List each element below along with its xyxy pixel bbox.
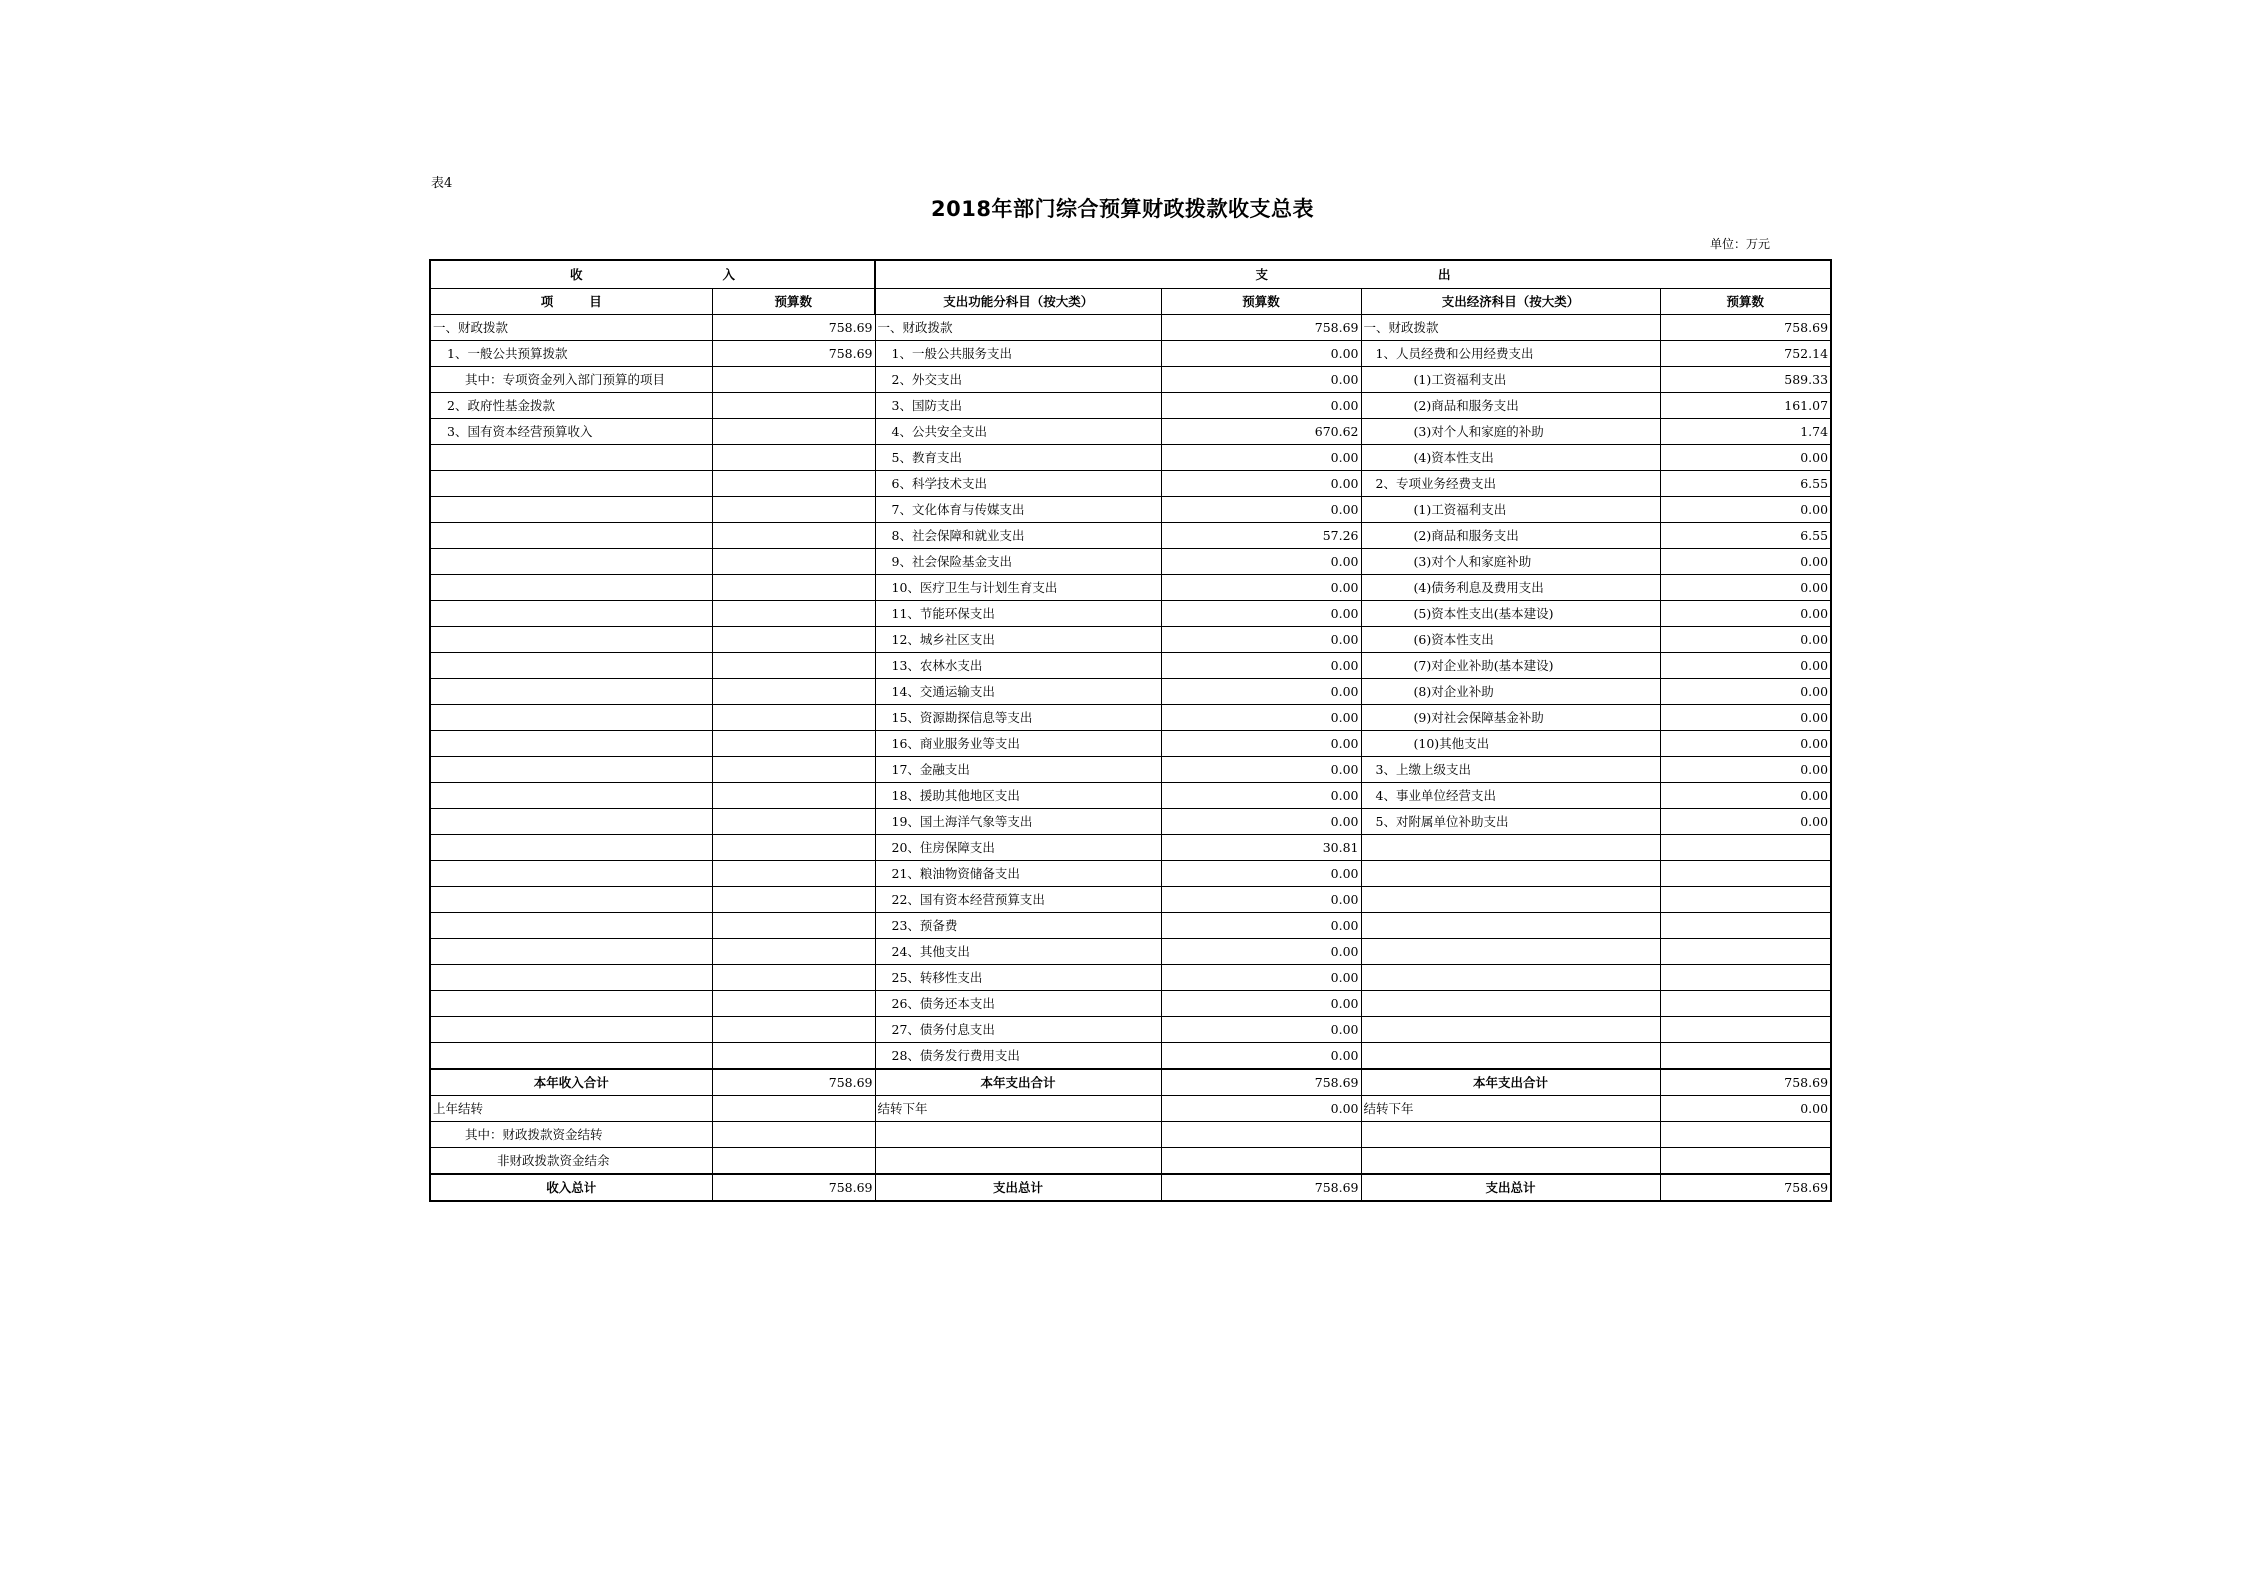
function-budget-cell: 0.00	[1161, 912, 1361, 938]
economic-item-cell: 3、上缴上级支出	[1361, 756, 1660, 782]
economic-item-cell: 一、财政拨款	[1361, 314, 1660, 340]
income-item-cell	[430, 1042, 712, 1069]
expense-grand-total-value-econ: 758.69	[1660, 1174, 1831, 1201]
income-item-cell	[430, 574, 712, 600]
expense-grand-total-label-econ: 支出总计	[1361, 1174, 1660, 1201]
economic-budget-cell: 0.00	[1660, 756, 1831, 782]
function-category-header: 支出功能分科目（按大类）	[875, 288, 1161, 314]
economic-budget-cell	[1660, 912, 1831, 938]
table-row	[430, 834, 1831, 860]
economic-item-cell	[1361, 964, 1660, 990]
economic-budget-cell	[1660, 1016, 1831, 1042]
income-item-cell	[430, 808, 712, 834]
table-row	[430, 678, 1831, 704]
income-budget-cell	[712, 548, 875, 574]
economic-item-cell	[1361, 938, 1660, 964]
income-item-cell	[430, 730, 712, 756]
economic-item-cell: (7)对企业补助(基本建设)	[1361, 652, 1660, 678]
economic-budget-cell: 161.07	[1660, 392, 1831, 418]
empty-cell	[1361, 1147, 1660, 1174]
economic-item-cell: (1)工资福利支出	[1361, 366, 1660, 392]
income-item-cell	[430, 938, 712, 964]
function-budget-cell: 0.00	[1161, 782, 1361, 808]
economic-budget-cell: 1.74	[1660, 418, 1831, 444]
income-item-header	[430, 288, 712, 314]
economic-item-cell: (3)对个人和家庭的补助	[1361, 418, 1660, 444]
economic-budget-cell: 0.00	[1660, 704, 1831, 730]
economic-budget-header: 预算数	[1660, 288, 1831, 314]
income-item-cell	[430, 964, 712, 990]
function-budget-cell: 0.00	[1161, 340, 1361, 366]
income-item-cell: 一、财政拨款	[430, 314, 712, 340]
income-budget-cell	[712, 1042, 875, 1069]
function-item-cell: 24、其他支出	[875, 938, 1161, 964]
income-item-cell	[430, 1016, 712, 1042]
function-budget-cell: 0.00	[1161, 548, 1361, 574]
empty-cell	[1361, 1121, 1660, 1147]
table-row	[430, 600, 1831, 626]
income-item-cell	[430, 548, 712, 574]
income-budget-cell	[712, 990, 875, 1016]
table-row	[430, 990, 1831, 1016]
income-item-cell	[430, 652, 712, 678]
function-budget-cell: 0.00	[1161, 1042, 1361, 1069]
table-row	[430, 912, 1831, 938]
table-row	[430, 964, 1831, 990]
function-item-cell: 6、科学技术支出	[875, 470, 1161, 496]
economic-budget-cell: 0.00	[1660, 782, 1831, 808]
year-expense-total-value-econ: 758.69	[1660, 1069, 1831, 1096]
year-income-total-label: 本年收入合计	[430, 1069, 712, 1096]
income-item-cell: 3、国有资本经营预算收入	[430, 418, 712, 444]
income-item-cell	[430, 886, 712, 912]
function-budget-cell: 0.00	[1161, 1016, 1361, 1042]
economic-item-cell	[1361, 1042, 1660, 1069]
function-item-cell: 8、社会保障和就业支出	[875, 522, 1161, 548]
economic-item-cell	[1361, 990, 1660, 1016]
function-item-cell: 14、交通运输支出	[875, 678, 1161, 704]
function-item-cell: 12、城乡社区支出	[875, 626, 1161, 652]
year-expense-total-value-func: 758.69	[1161, 1069, 1361, 1096]
function-item-cell: 27、债务付息支出	[875, 1016, 1161, 1042]
empty-cell	[1660, 1147, 1831, 1174]
income-budget-cell	[712, 938, 875, 964]
function-item-cell: 16、商业服务业等支出	[875, 730, 1161, 756]
income-budget-cell	[712, 704, 875, 730]
table-row	[430, 652, 1831, 678]
function-item-cell: 25、转移性支出	[875, 964, 1161, 990]
economic-budget-cell: 758.69	[1660, 314, 1831, 340]
function-budget-cell: 0.00	[1161, 860, 1361, 886]
table-row	[430, 548, 1831, 574]
function-budget-cell: 0.00	[1161, 600, 1361, 626]
function-budget-header: 预算数	[1161, 288, 1361, 314]
income-budget-cell	[712, 444, 875, 470]
income-budget-cell	[712, 418, 875, 444]
economic-item-cell: 1、人员经费和公用经费支出	[1361, 340, 1660, 366]
income-grand-total-value: 758.69	[712, 1174, 875, 1201]
income-budget-cell	[712, 652, 875, 678]
function-item-cell: 17、金融支出	[875, 756, 1161, 782]
function-budget-cell: 670.62	[1161, 418, 1361, 444]
income-item-cell	[430, 444, 712, 470]
function-budget-cell: 0.00	[1161, 652, 1361, 678]
carry-next-year-value-func: 0.00	[1161, 1095, 1361, 1121]
table-row	[430, 626, 1831, 652]
function-budget-cell: 0.00	[1161, 392, 1361, 418]
expense-header-char-2: 出	[1438, 266, 1451, 282]
table-row	[430, 340, 1831, 366]
economic-budget-cell: 589.33	[1660, 366, 1831, 392]
economic-item-cell: 5、对附属单位补助支出	[1361, 808, 1660, 834]
table-row	[430, 730, 1831, 756]
function-budget-cell: 0.00	[1161, 678, 1361, 704]
expense-grand-total-label-func: 支出总计	[875, 1174, 1161, 1201]
economic-item-cell: (3)对个人和家庭补助	[1361, 548, 1660, 574]
function-budget-cell: 0.00	[1161, 444, 1361, 470]
income-item-cell: 1、一般公共预算拨款	[430, 340, 712, 366]
economic-item-cell: (6)资本性支出	[1361, 626, 1660, 652]
income-budget-cell	[712, 366, 875, 392]
income-item-cell: 2、政府性基金拨款	[430, 392, 712, 418]
function-item-cell: 26、债务还本支出	[875, 990, 1161, 1016]
table-row	[430, 860, 1831, 886]
income-header-char-2: 入	[722, 266, 736, 282]
income-item-cell	[430, 756, 712, 782]
economic-item-cell: (2)商品和服务支出	[1361, 392, 1660, 418]
function-item-cell: 9、社会保险基金支出	[875, 548, 1161, 574]
function-budget-cell: 0.00	[1161, 626, 1361, 652]
economic-item-cell: (10)其他支出	[1361, 730, 1660, 756]
function-item-cell: 11、节能环保支出	[875, 600, 1161, 626]
economic-item-cell: (4)资本性支出	[1361, 444, 1660, 470]
function-budget-cell: 758.69	[1161, 314, 1361, 340]
income-budget-cell	[712, 522, 875, 548]
income-budget-cell	[712, 964, 875, 990]
economic-item-cell	[1361, 1016, 1660, 1042]
fiscal-carryover-row	[430, 1121, 1831, 1147]
income-item-cell	[430, 782, 712, 808]
table-row	[430, 418, 1831, 444]
income-budget-cell	[712, 756, 875, 782]
unit-label: 单位：万元	[1710, 237, 1771, 251]
table-row	[430, 574, 1831, 600]
income-item-cell	[430, 600, 712, 626]
table-row	[430, 366, 1831, 392]
expense-section-header	[875, 260, 1831, 288]
document-title: 2018年部门综合预算财政拨款收支总表	[931, 197, 1314, 221]
income-item-cell	[430, 522, 712, 548]
table-row	[430, 1016, 1831, 1042]
function-budget-cell: 0.00	[1161, 756, 1361, 782]
function-item-cell: 5、教育支出	[875, 444, 1161, 470]
income-budget-cell	[712, 860, 875, 886]
income-item-cell	[430, 834, 712, 860]
function-item-cell: 3、国防支出	[875, 392, 1161, 418]
economic-category-header: 支出经济科目（按大类）	[1361, 288, 1660, 314]
function-budget-cell: 0.00	[1161, 990, 1361, 1016]
income-budget-cell	[712, 808, 875, 834]
function-budget-cell: 57.26	[1161, 522, 1361, 548]
table-number-label: 表4	[431, 176, 453, 191]
income-item-cell	[430, 496, 712, 522]
income-budget-cell	[712, 678, 875, 704]
function-budget-cell: 0.00	[1161, 808, 1361, 834]
function-item-cell: 15、资源勘探信息等支出	[875, 704, 1161, 730]
function-item-cell: 10、医疗卫生与计划生育支出	[875, 574, 1161, 600]
non-fiscal-balance-value	[712, 1147, 875, 1174]
function-budget-cell: 0.00	[1161, 964, 1361, 990]
function-budget-cell: 0.00	[1161, 886, 1361, 912]
economic-item-cell	[1361, 860, 1660, 886]
table-row	[430, 1042, 1831, 1069]
table-row	[430, 886, 1831, 912]
function-item-cell: 23、预备费	[875, 912, 1161, 938]
function-budget-cell: 0.00	[1161, 574, 1361, 600]
function-item-cell: 一、财政拨款	[875, 314, 1161, 340]
table-row	[430, 314, 1831, 340]
function-budget-cell: 0.00	[1161, 470, 1361, 496]
table-row	[430, 704, 1831, 730]
budget-table	[429, 259, 1832, 1202]
table-row	[430, 938, 1831, 964]
income-item-cell	[430, 704, 712, 730]
table-row	[430, 470, 1831, 496]
income-budget-cell	[712, 886, 875, 912]
income-item-cell	[430, 912, 712, 938]
year-expense-total-label-econ: 本年支出合计	[1361, 1069, 1660, 1096]
non-fiscal-balance-row	[430, 1147, 1831, 1174]
empty-cell	[1161, 1121, 1361, 1147]
prev-year-carryover-label: 上年结转	[430, 1095, 712, 1121]
economic-budget-cell	[1660, 886, 1831, 912]
table-row	[430, 444, 1831, 470]
income-item-cell	[430, 626, 712, 652]
economic-item-cell: (9)对社会保障基金补助	[1361, 704, 1660, 730]
carry-next-year-label-econ: 结转下年	[1361, 1095, 1660, 1121]
economic-budget-cell	[1660, 990, 1831, 1016]
income-item-cell	[430, 990, 712, 1016]
economic-budget-cell	[1660, 1042, 1831, 1069]
function-item-cell: 13、农林水支出	[875, 652, 1161, 678]
carry-next-year-label-func: 结转下年	[875, 1095, 1161, 1121]
income-budget-cell	[712, 912, 875, 938]
income-item-cell	[430, 860, 712, 886]
economic-budget-cell	[1660, 964, 1831, 990]
function-item-cell: 2、外交支出	[875, 366, 1161, 392]
function-budget-cell: 0.00	[1161, 938, 1361, 964]
item-header-char-1: 项	[540, 293, 554, 309]
income-item-cell	[430, 678, 712, 704]
empty-cell	[1161, 1147, 1361, 1174]
section-header-row	[430, 260, 1831, 288]
income-budget-cell	[712, 730, 875, 756]
function-item-cell: 7、文化体育与传媒支出	[875, 496, 1161, 522]
economic-budget-cell: 0.00	[1660, 600, 1831, 626]
economic-budget-cell: 0.00	[1660, 808, 1831, 834]
function-item-cell: 19、国土海洋气象等支出	[875, 808, 1161, 834]
function-budget-cell: 30.81	[1161, 834, 1361, 860]
income-header-char-1: 收	[569, 266, 583, 282]
empty-cell	[875, 1147, 1161, 1174]
economic-budget-cell	[1660, 938, 1831, 964]
income-budget-cell	[712, 1016, 875, 1042]
income-budget-cell	[712, 834, 875, 860]
grand-total-row	[430, 1174, 1831, 1201]
income-section-header	[430, 260, 875, 288]
economic-budget-cell: 0.00	[1660, 626, 1831, 652]
income-budget-cell	[712, 470, 875, 496]
economic-item-cell: (1)工资福利支出	[1361, 496, 1660, 522]
income-budget-header: 预算数	[712, 288, 875, 314]
item-header-char-2: 目	[589, 293, 602, 309]
economic-budget-cell: 6.55	[1660, 470, 1831, 496]
function-budget-cell: 0.00	[1161, 366, 1361, 392]
economic-budget-cell: 0.00	[1660, 652, 1831, 678]
economic-budget-cell: 0.00	[1660, 548, 1831, 574]
non-fiscal-balance-label: 非财政拨款资金结余	[430, 1147, 712, 1174]
table-row	[430, 522, 1831, 548]
function-item-cell: 20、住房保障支出	[875, 834, 1161, 860]
economic-item-cell: (2)商品和服务支出	[1361, 522, 1660, 548]
empty-cell	[875, 1121, 1161, 1147]
economic-item-cell	[1361, 834, 1660, 860]
function-item-cell: 22、国有资本经营预算支出	[875, 886, 1161, 912]
economic-item-cell: (4)债务利息及费用支出	[1361, 574, 1660, 600]
function-item-cell: 1、一般公共服务支出	[875, 340, 1161, 366]
expense-grand-total-value-func: 758.69	[1161, 1174, 1361, 1201]
economic-item-cell	[1361, 912, 1660, 938]
income-item-cell	[430, 470, 712, 496]
function-budget-cell: 0.00	[1161, 730, 1361, 756]
economic-item-cell: 2、专项业务经费支出	[1361, 470, 1660, 496]
income-budget-cell	[712, 626, 875, 652]
economic-budget-cell: 0.00	[1660, 496, 1831, 522]
income-budget-cell	[712, 600, 875, 626]
fiscal-carryover-value	[712, 1121, 875, 1147]
year-total-row	[430, 1069, 1831, 1096]
income-budget-cell	[712, 782, 875, 808]
economic-item-cell: 4、事业单位经营支出	[1361, 782, 1660, 808]
function-budget-cell: 0.00	[1161, 496, 1361, 522]
table-row	[430, 782, 1831, 808]
income-budget-cell	[712, 496, 875, 522]
table-row	[430, 392, 1831, 418]
income-item-cell: 其中：专项资金列入部门预算的项目	[430, 366, 712, 392]
economic-budget-cell: 0.00	[1660, 730, 1831, 756]
economic-budget-cell: 0.00	[1660, 678, 1831, 704]
economic-item-cell	[1361, 886, 1660, 912]
fiscal-carryover-label: 其中：财政拨款资金结转	[430, 1121, 712, 1147]
table-row	[430, 756, 1831, 782]
function-item-cell: 18、援助其他地区支出	[875, 782, 1161, 808]
economic-budget-cell: 752.14	[1660, 340, 1831, 366]
table-row	[430, 808, 1831, 834]
income-budget-cell	[712, 574, 875, 600]
economic-budget-cell	[1660, 860, 1831, 886]
income-budget-cell: 758.69	[712, 314, 875, 340]
function-item-cell: 21、粮油物资储备支出	[875, 860, 1161, 886]
expense-header-char-1: 支	[1255, 266, 1269, 282]
function-item-cell: 4、公共安全支出	[875, 418, 1161, 444]
economic-item-cell: (8)对企业补助	[1361, 678, 1660, 704]
income-budget-cell: 758.69	[712, 340, 875, 366]
economic-budget-cell: 0.00	[1660, 444, 1831, 470]
economic-budget-cell: 0.00	[1660, 574, 1831, 600]
economic-budget-cell: 6.55	[1660, 522, 1831, 548]
year-expense-total-label-func: 本年支出合计	[875, 1069, 1161, 1096]
income-budget-cell	[712, 392, 875, 418]
economic-item-cell: (5)资本性支出(基本建设)	[1361, 600, 1660, 626]
function-budget-cell: 0.00	[1161, 704, 1361, 730]
prev-year-carryover-value	[712, 1095, 875, 1121]
column-header-row	[430, 288, 1831, 314]
carryover-row	[430, 1095, 1831, 1121]
economic-budget-cell	[1660, 834, 1831, 860]
year-income-total-value: 758.69	[712, 1069, 875, 1096]
carry-next-year-value-econ: 0.00	[1660, 1095, 1831, 1121]
empty-cell	[1660, 1121, 1831, 1147]
function-item-cell: 28、债务发行费用支出	[875, 1042, 1161, 1069]
table-row	[430, 496, 1831, 522]
income-grand-total-label: 收入总计	[430, 1174, 712, 1201]
